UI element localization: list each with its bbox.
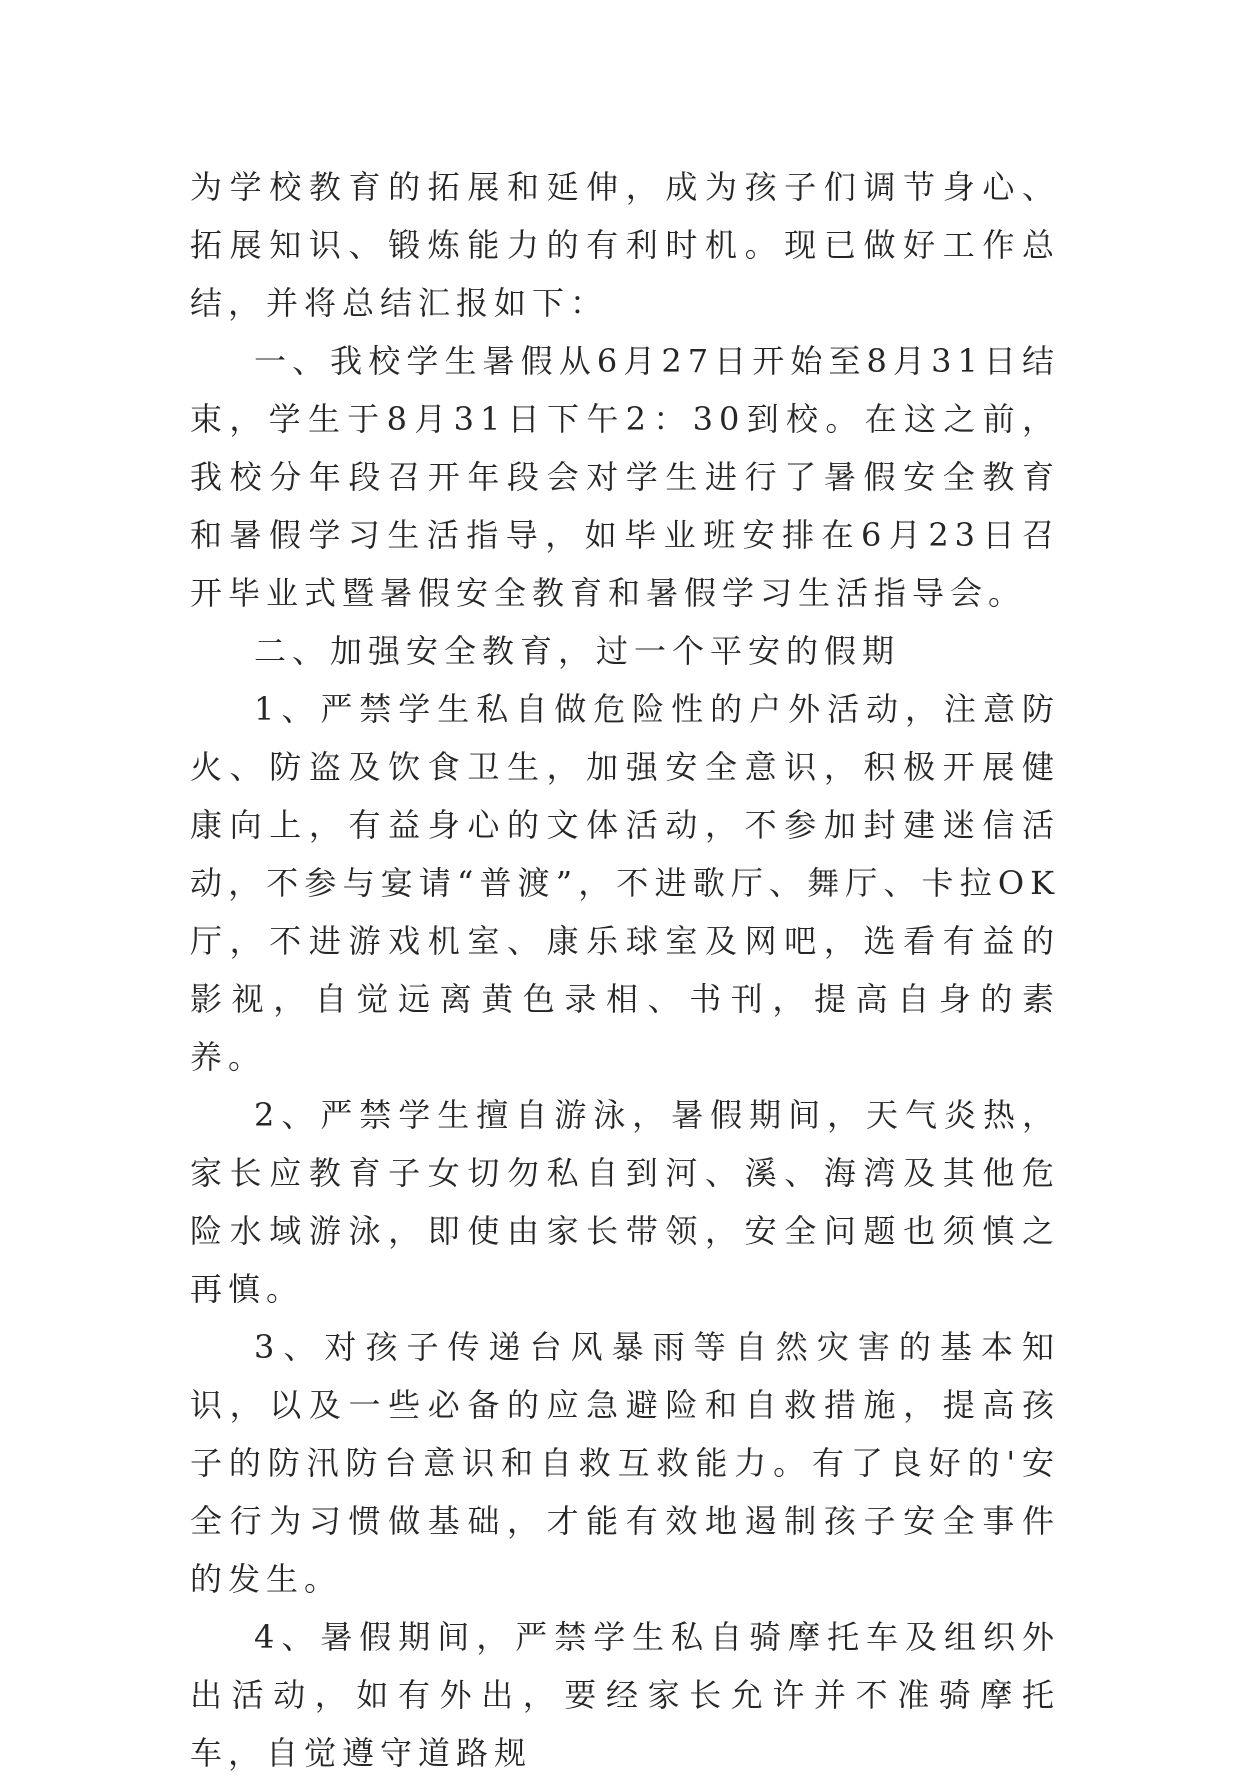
paragraph-intro-continuation: 为学校教育的拓展和延伸，成为孩子们调节身心、拓展知识、锻炼能力的有利时机。现已做好工作总结，并将总结汇报如下： [190,168,1060,322]
paragraph-item-3: 3、对孩子传递台风暴雨等自然灾害的基本知识，以及一些必备的应急避险和自救措施，提高孩子的防汛防台意识和自救互救能力。有了良好的'安全行为习惯做基础，才能有效地遏制孩子安全事件的发生。 [190,1328,1060,1598]
paragraph-item-4: 4、暑假期间，严禁学生私自骑摩托车及组织外出活动，如有外出，要经家长允许并不准骑摩托车，自觉遵守道路规 [190,1618,1060,1772]
paragraph-section-two-heading: 二、加强安全教育，过一个平安的假期 [254,632,901,670]
paragraph-item-2: 2、严禁学生擅自游泳，暑假期间，天气炎热，家长应教育子女切勿私自到河、溪、海湾及其他危险水域游泳，即使由家长带领，安全问题也须慎之再慎。 [190,1096,1060,1308]
document-body [190,158,1060,1782]
paragraph-item-1: 1、严禁学生私自做危险性的户外活动，注意防火、防盗及饮食卫生，加强安全意识，积极开展健康向上，有益身心的文体活动，不参加封建迷信活动，不参与宴请“普渡”，不进歌厅、舞厅、卡拉OK厅，不进游戏机室、康乐球室及网吧，选看有益的影视，自觉远离黄色录相、书刊，提高自身的素养。 [190,690,1060,1076]
paragraph-section-one: 一、我校学生暑假从6月27日开始至8月31日结束，学生于8月31日下午2：30到校。在这之前，我校分年段召开年段会对学生进行了暑假安全教育和暑假学习生活指导，如毕业班安排在6月23日召开毕业式暨暑假安全教育和暑假学习生活指导会。 [190,342,1060,612]
